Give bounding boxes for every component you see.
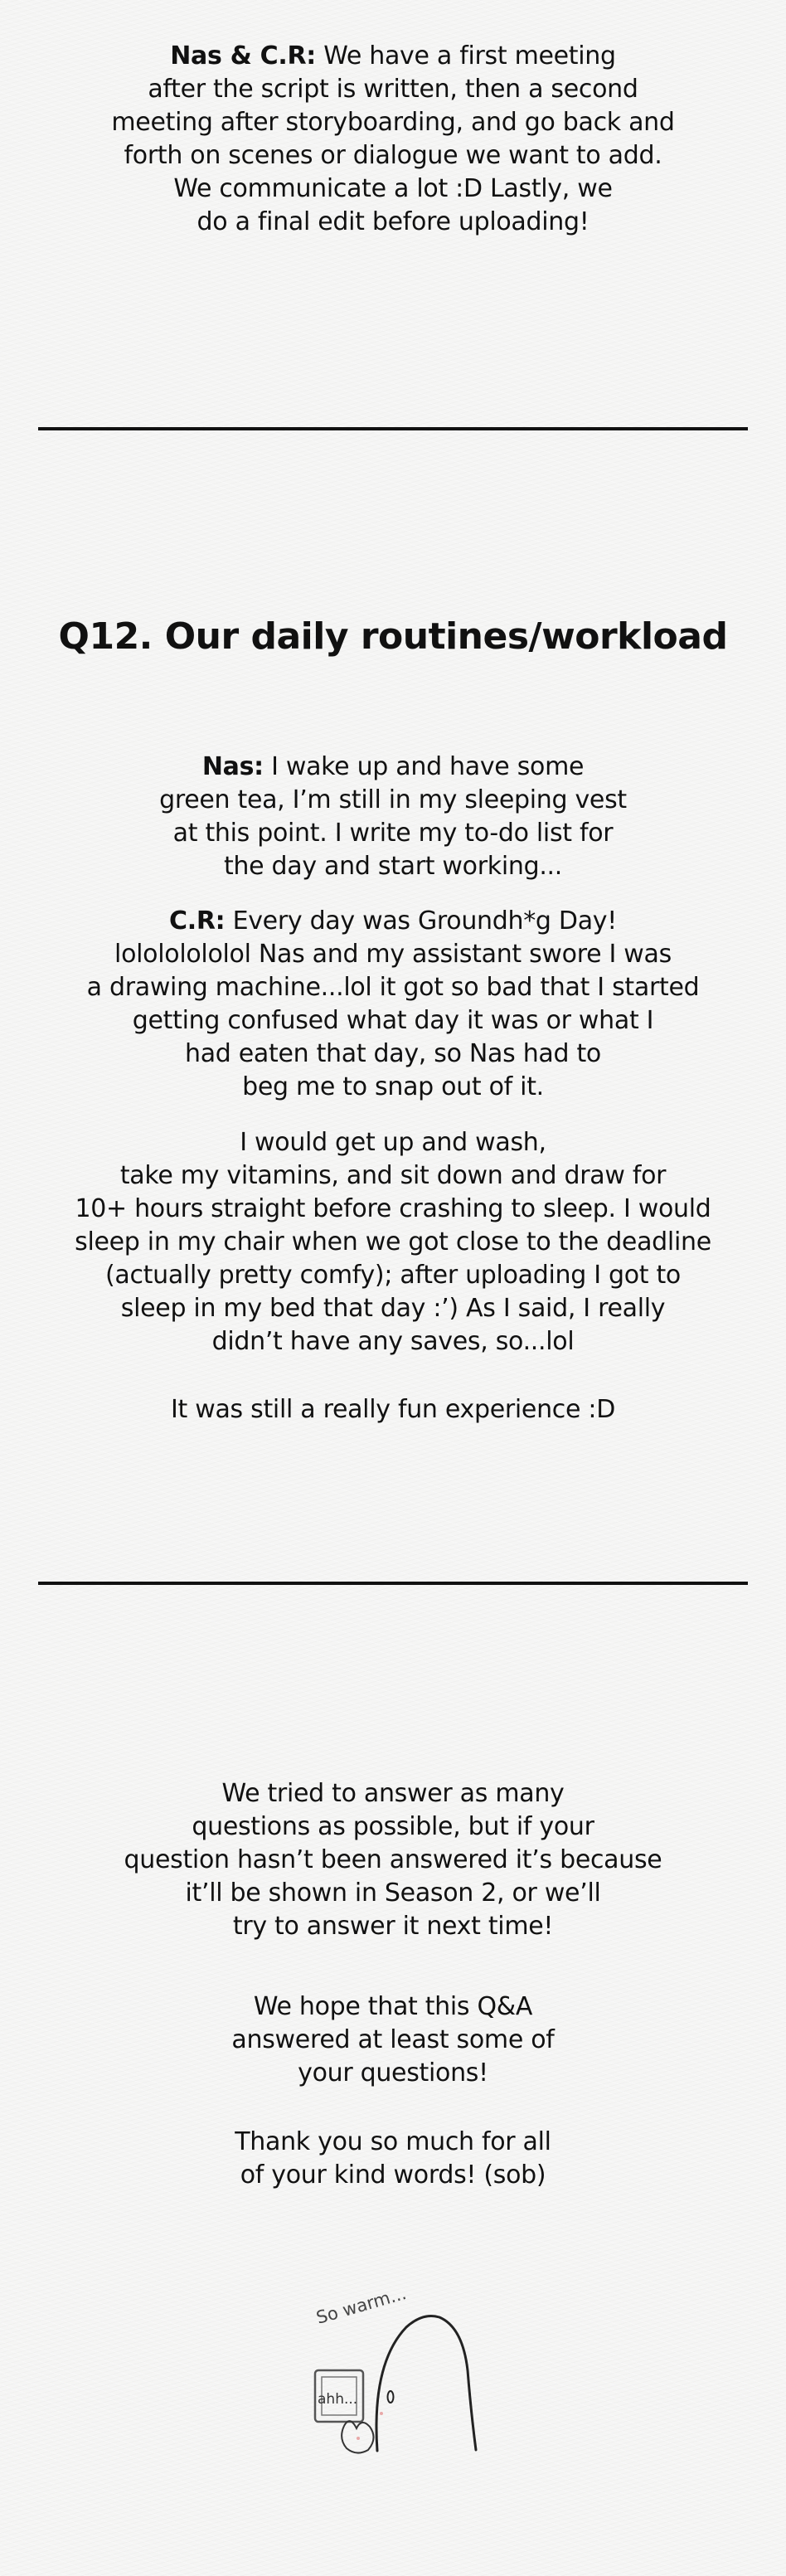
closing-line: question hasn’t been answered it’s because bbox=[124, 1845, 662, 1874]
answer-text: We have a first meeting bbox=[323, 41, 616, 70]
answer-line: take my vitamins, and sit down and draw for bbox=[119, 1161, 667, 1190]
eye-shape bbox=[388, 2391, 394, 2403]
closing-line: answered at least some of bbox=[231, 2025, 555, 2054]
answer-line: getting confused what day it was or what I bbox=[132, 1006, 654, 1035]
answer-line: had eaten that day, so Nas had to bbox=[184, 1039, 601, 1068]
answer-line: It was still a really fun experience :D bbox=[170, 1395, 615, 1424]
answer-text: Every day was Groundh*g Day! bbox=[232, 906, 617, 936]
section-divider bbox=[38, 427, 748, 430]
answer-line: at this point. I write my to-do list for bbox=[172, 819, 614, 848]
meeting-answer bbox=[0, 40, 786, 239]
closing-line: We hope that this Q&A bbox=[253, 1992, 533, 2021]
fun-experience-line bbox=[0, 1393, 786, 1427]
question-heading: Q12. Our daily routines/workload bbox=[58, 615, 728, 658]
screen-text: ahh... bbox=[318, 2391, 358, 2408]
meeting-answer-first-line bbox=[0, 40, 786, 73]
closing-line: your questions! bbox=[298, 2058, 488, 2088]
blush-mark bbox=[357, 2437, 360, 2440]
warm-character-illustration bbox=[298, 2272, 497, 2472]
section-divider bbox=[38, 1582, 748, 1585]
answer-line: (actually pretty comfy); after uploading I got to bbox=[104, 1261, 681, 1290]
closing-line: it’ll be shown in Season 2, or we’ll bbox=[185, 1879, 601, 1908]
closing-paragraph-2 bbox=[0, 1990, 786, 2090]
caption-text: So warm... bbox=[313, 2282, 409, 2328]
blanket-outline bbox=[376, 2316, 476, 2452]
answer-line: after the script is written, then a second bbox=[148, 75, 638, 104]
closing-line: Thank you so much for all bbox=[235, 2127, 551, 2156]
blush-mark bbox=[380, 2412, 383, 2415]
answer-line: forth on scenes or dialogue we want to add. bbox=[124, 141, 662, 170]
answer-line: I would get up and wash, bbox=[240, 1128, 546, 1157]
answer-line: meeting after storyboarding, and go back and bbox=[111, 108, 675, 137]
answer-line: the day and start working... bbox=[223, 852, 563, 881]
nas-answer bbox=[0, 751, 786, 883]
cr-answer-first-line bbox=[0, 905, 786, 938]
nas-answer-first-line bbox=[0, 751, 786, 784]
cr-answer bbox=[0, 905, 786, 1104]
answer-line: beg me to snap out of it. bbox=[242, 1072, 544, 1101]
speaker-label: Nas: bbox=[201, 752, 264, 781]
answer-line: didn’t have any saves, so...lol bbox=[211, 1327, 575, 1356]
closing-paragraph-3 bbox=[0, 2126, 786, 2192]
closing-line: of your kind words! (sob) bbox=[240, 2160, 546, 2190]
speaker-label: Nas & C.R: bbox=[170, 41, 316, 70]
answer-line: 10+ hours straight before crashing to sleep. I would bbox=[75, 1194, 711, 1223]
answer-text: I wake up and have some bbox=[271, 752, 585, 781]
answer-line: sleep in my bed that day :’) As I said, I really bbox=[120, 1294, 666, 1323]
answer-line: sleep in my chair when we got close to the deadline bbox=[75, 1227, 711, 1256]
closing-line: We tried to answer as many bbox=[221, 1779, 565, 1808]
answer-line: green tea, I’m still in my sleeping vest bbox=[159, 785, 627, 814]
answer-line: a drawing machine...lol it got so bad that I started bbox=[86, 973, 700, 1002]
character-drawing bbox=[298, 2272, 497, 2472]
routine-answer bbox=[0, 1126, 786, 1358]
answer-line: do a final edit before uploading! bbox=[196, 207, 590, 236]
closing-line: questions as possible, but if your bbox=[192, 1812, 594, 1841]
answer-line: lolololololol Nas and my assistant swore I was bbox=[114, 940, 672, 969]
closing-paragraph-1 bbox=[0, 1777, 786, 1943]
answer-line: We communicate a lot :D Lastly, we bbox=[173, 174, 613, 203]
closing-line: try to answer it next time! bbox=[232, 1912, 554, 1941]
speaker-label: C.R: bbox=[169, 906, 226, 936]
